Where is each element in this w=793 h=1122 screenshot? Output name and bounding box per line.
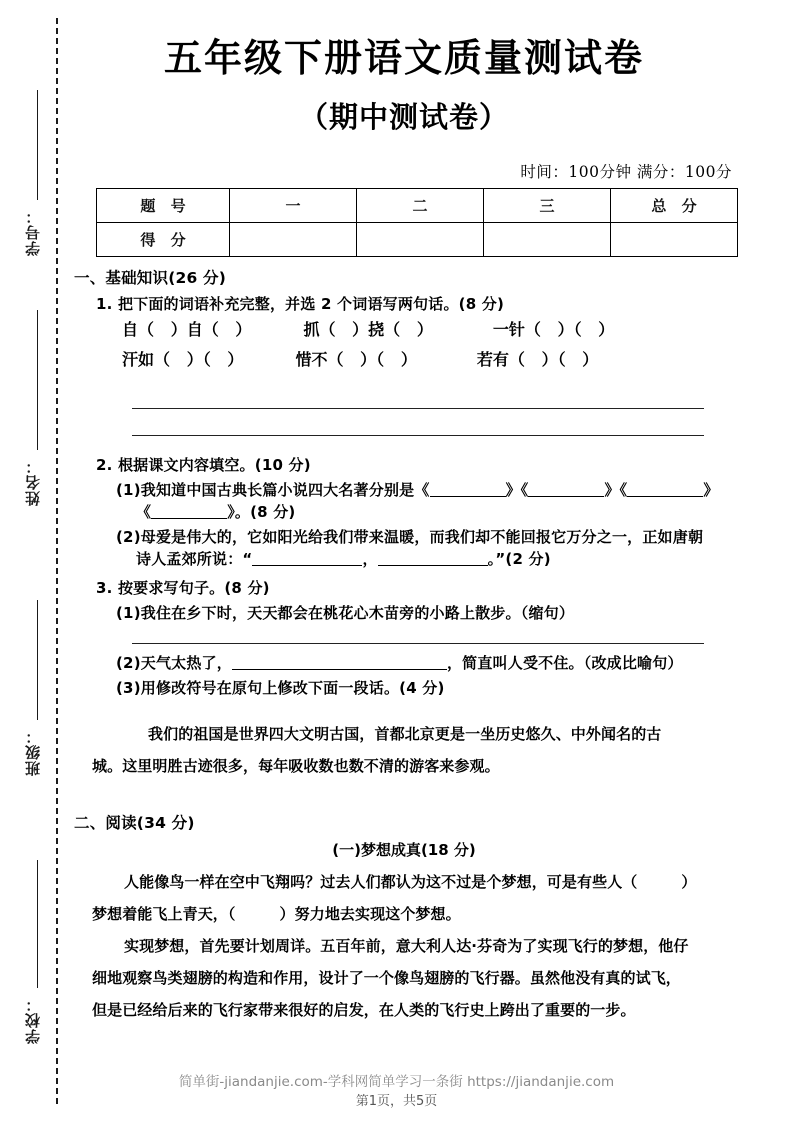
question-2-prompt: 2. 根据课文内容填空。(10 分) [96, 456, 311, 475]
spacer [417, 352, 477, 368]
idiom-item: 一针（ ）（ ） [492, 320, 615, 340]
footer-page-number: 第1页，共5页 [355, 1094, 438, 1110]
q2-sub1-line2-a: 《 [136, 503, 152, 522]
score-table-row-label-question: 题 号 [97, 188, 230, 222]
table-row-score [97, 222, 738, 256]
margin-block-class [0, 600, 58, 830]
reading-p2-line-2: 细地观察鸟类翅膀的构造和作用，设计了一个像鸟翅膀的飞行器。虽然他没有真的试飞， [92, 968, 681, 987]
blank-book-2[interactable] [528, 496, 604, 497]
spacer [74, 382, 734, 408]
q2-sub1-text-c: 》《 [604, 481, 628, 500]
reading-p2-line-3: 但是已经给后来的飞行家带来很好的启发，在人类的飞行史上跨出了重要的一步。 [92, 1000, 636, 1019]
score-table-col-2: 二 [357, 188, 484, 222]
reading-p2-line-1: 实现梦想，首先要计划周详。五百年前，意大利人达·芬奇为了实现飞行的梦想，他仔 [124, 936, 689, 955]
left-margin-strip [0, 0, 58, 1122]
page-footer [0, 1072, 793, 1112]
question-1-idiom-row-2 [122, 352, 734, 368]
question-3-prompt: 3. 按要求写句子。(8 分) [96, 579, 270, 598]
q2-sub2-line2-c: 。”(2 分) [487, 550, 551, 569]
blank-poem-1[interactable] [252, 565, 362, 566]
idiom-item: 抓（ ）挠（ ） [303, 320, 433, 340]
score-cell-3[interactable] [484, 222, 611, 256]
margin-block-student-id [0, 90, 58, 270]
score-cell-2[interactable] [357, 222, 484, 256]
spacer [74, 706, 734, 718]
idiom-item: 惜不（ ）（ ） [295, 350, 417, 370]
idiom-item: 若有（ ）（ ） [476, 350, 599, 370]
q2-sub1-text-a: (1)我知道中国古典长篇小说四大名著分别是《 [116, 481, 430, 500]
section-heading-two: 二、阅读(34 分) [74, 814, 195, 833]
spacer [74, 409, 734, 435]
idiom-item: 汗如（ ）（ ） [122, 350, 244, 370]
question-1-prompt: 1. 把下面的词语补充完整，并选 2 个词语写两句话。(8 分) [96, 295, 505, 314]
margin-block-school [0, 860, 58, 1090]
reading-p1-line-1 [92, 866, 734, 898]
margin-rule [37, 310, 38, 450]
p1-line2-a: 梦想着能飞上青天，（ [92, 904, 236, 923]
margin-rule [37, 860, 38, 988]
q2-sub1-line2-b: 》。(8 分) [227, 503, 296, 522]
blank-simile[interactable] [232, 669, 447, 670]
spacer [74, 631, 734, 643]
footer-watermark: 简单街-jiandanjie.com-学科网简单学习一条街 https://jiandanjie.com [178, 1074, 615, 1090]
revision-passage-line-2: 城。这里明胜古迹很多，每年吸收数也数不清的游客来参观。 [92, 757, 500, 776]
margin-label-school: 学校： [24, 996, 42, 1044]
score-cell-1[interactable] [230, 222, 357, 256]
reading-passage-title: (一)梦想成真(18 分) [332, 840, 476, 859]
question-2-sub-2-line-1: (2)母爱是伟大的，它如阳光给我们带来温暖，而我们却不能回报它万分之一，正如唐朝 [116, 528, 704, 547]
page-subtitle: （期中测试卷） [298, 99, 509, 134]
question-2-sub-1-line-2 [136, 505, 734, 520]
idiom-item: 自（ ）自（ ） [122, 320, 252, 340]
blank-book-3[interactable] [627, 496, 703, 497]
margin-label-class: 班级： [24, 728, 42, 776]
margin-block-name [0, 310, 58, 570]
q3-sub2-text-b: ，简直叫人受不住。（改成比喻句） [446, 654, 683, 673]
score-table-row-label-score: 得 分 [97, 222, 230, 256]
table-row-header [97, 188, 738, 222]
margin-rule [37, 90, 38, 200]
score-table-col-3: 三 [484, 188, 611, 222]
q2-sub1-text-d: 》 [703, 481, 719, 500]
exam-page [74, 0, 734, 1122]
blank-book-4[interactable] [151, 518, 227, 519]
question-3-sub-2 [116, 656, 734, 671]
section-heading-one: 一、基础知识(26 分) [74, 268, 227, 287]
p1-line2-b: ）努力地去实现这个梦想。 [279, 904, 461, 923]
q3-sub2-text-a: (2)天气太热了， [116, 654, 232, 673]
q2-sub1-text-b: 》《 [505, 481, 529, 500]
question-2-sub-1-line-1 [116, 483, 734, 498]
revision-passage-line-1: 我们的祖国是世界四大文明古国，首都北京更是一坐历史悠久、中外闻名的古 [148, 725, 662, 744]
spacer [433, 322, 493, 338]
score-table [96, 188, 738, 257]
spacer [243, 352, 295, 368]
margin-rule [37, 600, 38, 720]
page-title: 五年级下册语文质量测试卷 [163, 35, 644, 80]
score-cell-total[interactable] [611, 222, 738, 256]
p1-line1-a: 人能像鸟一样在空中飞翔吗？过去人们都认为这不过是个梦想，可是有些人（ [124, 872, 638, 891]
reading-p1-line-2 [92, 898, 734, 930]
exam-content [74, 268, 734, 1026]
spacer [74, 436, 734, 458]
blank-poem-2[interactable] [378, 565, 488, 566]
p1-line1-b: ） [681, 872, 697, 891]
spacer [74, 782, 734, 816]
blank-book-1[interactable] [430, 496, 506, 497]
margin-label-student-id: 学号： [24, 208, 42, 256]
question-3-sub-1: (1)我住在乡下时，天天都会在桃花心木苗旁的小路上散步。（缩句） [116, 604, 575, 623]
margin-label-name: 姓名： [24, 458, 42, 506]
question-1-idiom-row-1 [122, 322, 734, 338]
question-2-sub-2-line-2 [136, 552, 734, 567]
exam-meta-info: 时间：100分钟 满分：100分 [520, 162, 732, 181]
score-table-col-total: 总 分 [611, 188, 738, 222]
q2-sub2-line2-b: ， [362, 550, 378, 569]
spacer [251, 322, 303, 338]
q2-sub2-line2-a: 诗人孟郊所说：“ [136, 550, 253, 569]
question-3-sub-3: (3)用修改符号在原句上修改下面一段话。(4 分) [116, 679, 445, 698]
score-table-col-1: 一 [230, 188, 357, 222]
